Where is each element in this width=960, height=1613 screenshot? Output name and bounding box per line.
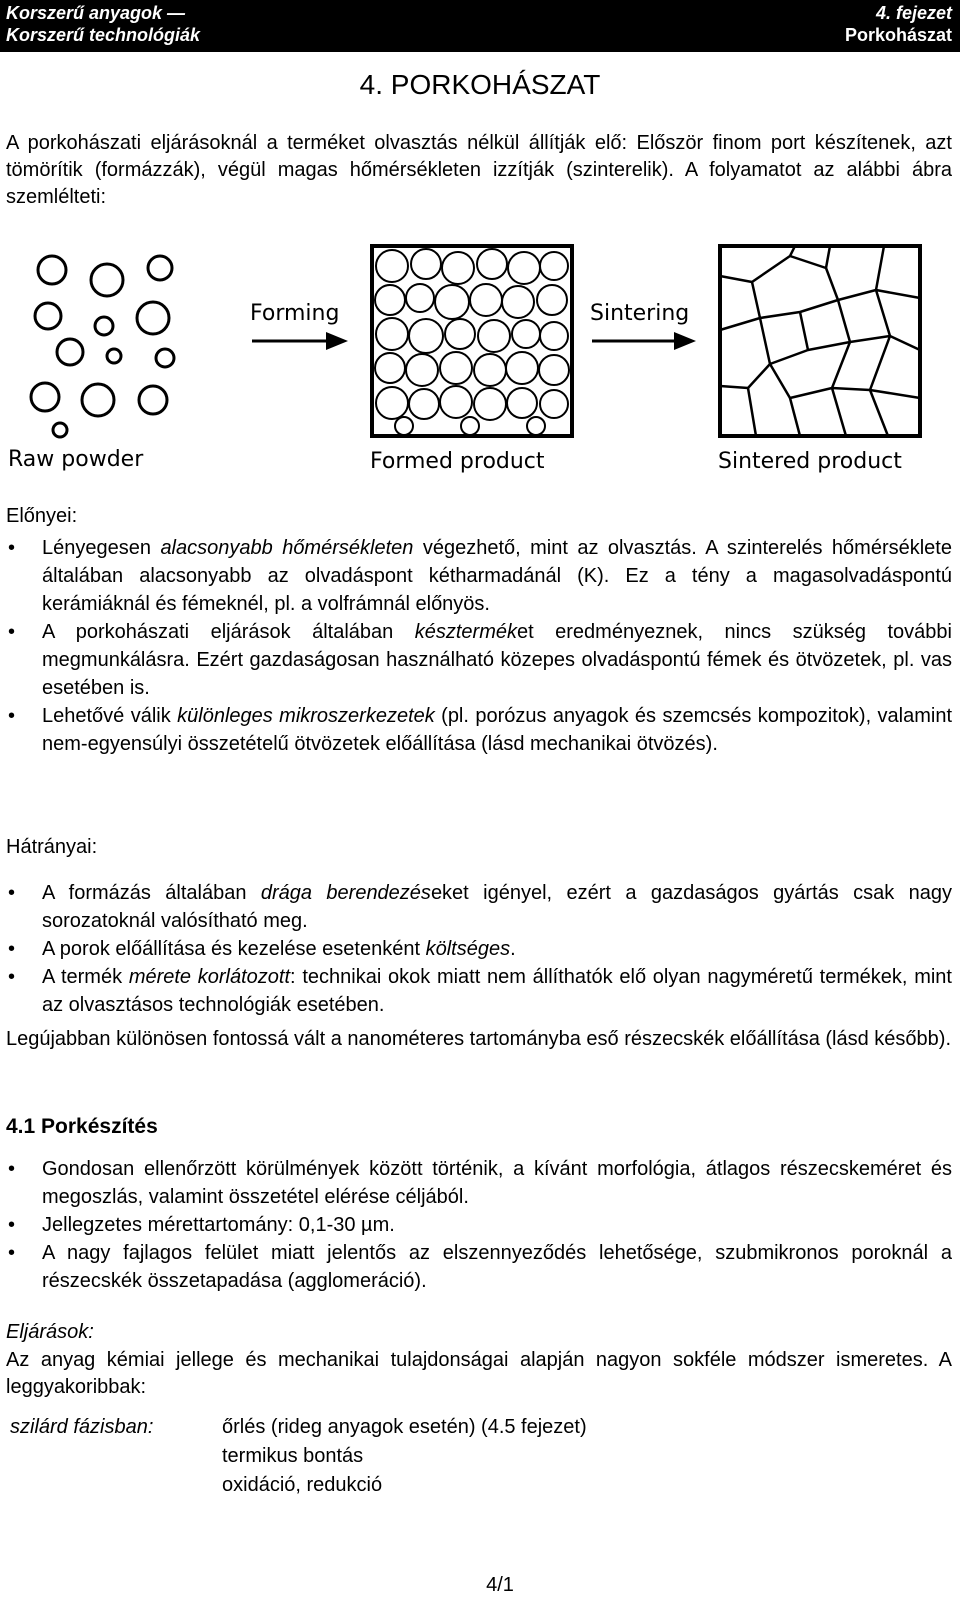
header-course-line1: Korszerű anyagok — — [6, 3, 186, 23]
advantages-list — [6, 534, 952, 758]
sintering-label: Sintering — [590, 301, 690, 326]
list-item: • A porkohászati eljárások általában készterméket eredményeznek, nincs szükség további megmunkálásra. Ezért gazdaságosan használható közepes olvadáspontú fémek és ötvözetek, pl. vas esetében is. — [6, 618, 952, 702]
header-left — [6, 2, 200, 46]
page-title: 4. PORKOHÁSZAT — [359, 69, 601, 100]
list-item: • A nagy fajlagos felület miatt jelentős az elszennyeződés lehetősége, szubmikronos poroknál a részecskék összetapadása (agglomeráció). — [6, 1239, 952, 1295]
page-number: 4/1 — [486, 1574, 514, 1596]
intro-paragraph: A porkohászati eljárásoknál a terméket olvasztás nélkül állítják elő: Először finom port készítenek, azt tömörítik (formázzák), végül magas hőmérsékleten izzítják (szinterelik). A folyamatot az alábbi ábra szemlélteti: — [6, 132, 952, 208]
list-item: • Jellegzetes mérettartomány: 0,1-30 µm. — [6, 1211, 952, 1239]
sintering-arrow — [592, 332, 696, 350]
forming-arrow — [252, 332, 348, 350]
formed-product-label: Formed product — [370, 449, 545, 474]
method-item: őrlés (rideg anyagok esetén) (4.5 fejezet) — [222, 1416, 587, 1438]
list-item: • A termék mérete korlátozott: technikai okok miatt nem állíthatók elő olyan nagyméretű termékek, mint az olvasztásos technológiák esetében. — [6, 963, 952, 1019]
list-item: • A formázás általában drága berendezéseket igényel, ezért a gazdaságos gyártás csak nagy sorozatoknál valósítható meg. — [6, 879, 952, 935]
method-item: termikus bontás — [222, 1445, 364, 1467]
forming-label: Forming — [250, 301, 340, 326]
raw-powder-label: Raw powder — [8, 447, 144, 472]
sintered-product-box — [720, 246, 920, 436]
solid-phase-methods — [222, 1413, 587, 1500]
disadvantages-list — [6, 879, 952, 1019]
list-item: • Lehetővé válik különleges mikroszerkezetek (pl. porózus anyagok és szemcsés kompozitok), valamint nem-egyensúlyi összetételű ötvözetek előállítása (lásd mechanikai ötvözés). — [6, 702, 952, 758]
solid-phase-label: szilárd fázisban: — [10, 1416, 154, 1438]
process-figure — [0, 238, 960, 488]
list-item: • Lényegesen alacsonyabb hőmérsékleten végezhető, mint az olvasztás. A szinterelés hőmérséklete általában alacsonyabb az olvadáspont kétharmadánál (K). Ez a tény a magasolvadáspontú kerámiáknál és fémeknél, pl. a volfrámnál előnyös. — [6, 534, 952, 618]
figure-labels — [8, 301, 902, 474]
disadvantages-label: Hátrányai: — [6, 836, 98, 858]
section-list — [6, 1155, 952, 1295]
advantages-label: Előnyei: — [6, 505, 78, 527]
page-header — [0, 0, 960, 52]
header-chapter-title: Porkohászat — [844, 25, 952, 45]
method-item: oxidáció, redukció — [222, 1474, 383, 1496]
sintered-product-label: Sintered product — [718, 449, 902, 474]
recent-paragraph: Legújabban különösen fontossá vált a nanométeres tartományba eső részecskék előállítása (lásd később). — [6, 1028, 952, 1050]
section-heading: 4.1 Porkészítés — [6, 1115, 158, 1138]
header-right — [845, 2, 952, 46]
raw-powder-particles — [31, 256, 174, 437]
header-chapter: 4. fejezet — [875, 3, 952, 23]
methods-paragraph: Az anyag kémiai jellege és mechanikai tulajdonságai alapján nagyon sokféle módszer ismeretes. A leggyakoribbak: — [6, 1349, 952, 1398]
methods-label: Eljárások: — [6, 1321, 94, 1343]
header-course-line2: Korszerű technológiák — [6, 25, 201, 45]
list-item: • Gondosan ellenőrzött körülmények között történik, a kívánt morfológia, átlagos részecskeméret és megoszlás, valamint összetétel elérése céljából. — [6, 1155, 952, 1211]
formed-product-box — [372, 246, 572, 436]
page-footer — [0, 1574, 960, 1597]
list-item: • A porok előállítása és kezelése esetenként költséges. — [6, 935, 952, 963]
